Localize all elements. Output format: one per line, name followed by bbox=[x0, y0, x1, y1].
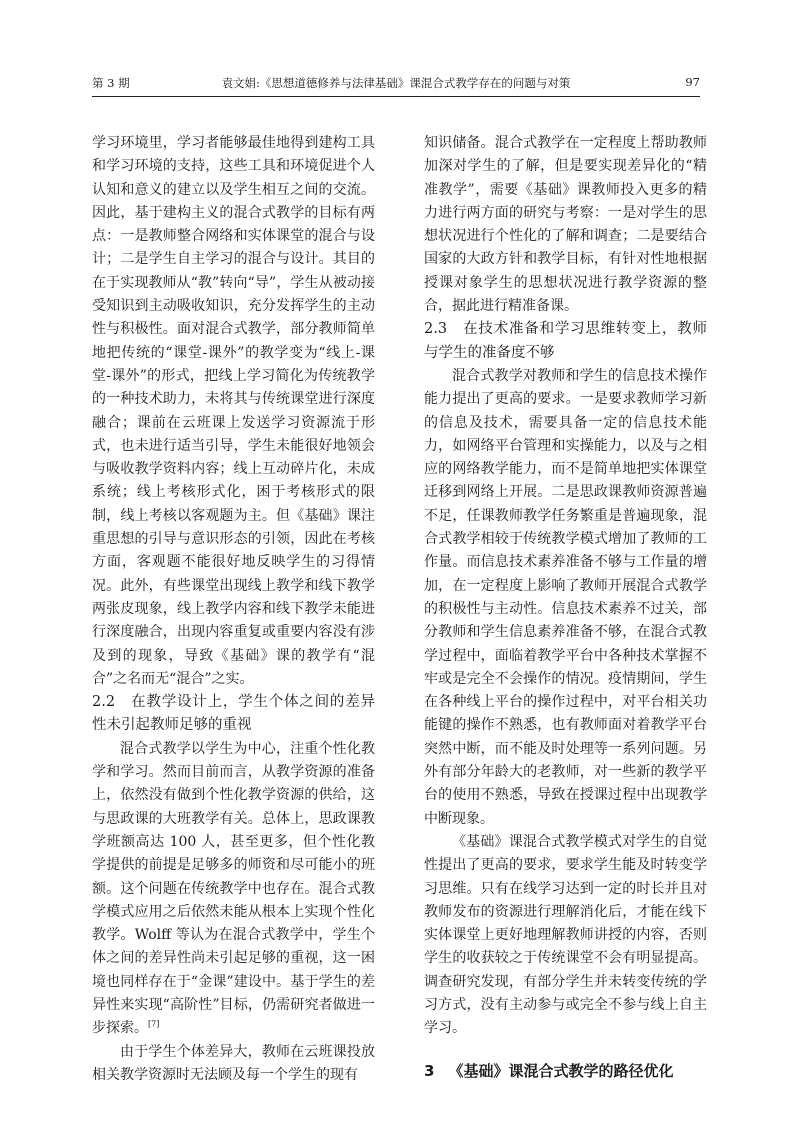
issue-number: 第 3 期 bbox=[92, 76, 130, 90]
section-heading-3 bbox=[424, 1059, 707, 1083]
section-heading-2-2: 2.2 在教学设计上，学生个体之间的差异性未引起教师足够的重视 bbox=[92, 694, 375, 734]
running-header bbox=[92, 75, 700, 95]
running-title: 袁文娟:《思想道德修养与法律基础》课混合式教学存在的问题与对策 bbox=[221, 76, 571, 90]
paragraph-continued: 学习环境里，学习者能够最佳地得到建构工具和学习环境的支持，这些工具和环境促进个人认知和意义的建立以及学生相互之间的交流。因此，基于建构主义的混合式教学的目标有两点：一是教师整合网络和实体课堂的混合与设计；二是学生自主学习的混合与设计。其目的在于实现教师从“教”转向“导”，学生从被动接受知识到主动吸收知识，充分发挥学生的主动性与积极性。面对混合式教学，部分教师简单地把传统的“课堂-课外”的教学变为“线上-课堂-课外”的形式，把线上学习简化为传统教学的一种技术助力，未将其与传统课堂进行深度融合；课前在云班课上发送学习资源流于形式，也未进行适当引导，学生未能很好地领会与吸收教学资料内容；线上互动碎片化，未成系统；线上考核形式化，困于考核形式的限制，线上考核以客观题为主。但《基础》课注重思想的引导与意识形态的引领，因此在考核方面，客观题不能很好地反映学生的习得情况。此外，有些课堂出现线上教学和线下教学两张皮现象，线上教学内容和线下教学未能进行深度融合，出现内容重复或重要内容没有涉及到的现象，导致《基础》课的教学有“混合”之名而无“混合”之实。 bbox=[92, 135, 375, 687]
paragraph: 《基础》课混合式教学模式对学生的自觉性提出了更高的要求，要求学生能及时转变学习思维。只有在线学习达到一定的时长并且对教师发布的资源进行理解消化后，才能在线下实体课堂上更好地理解教师讲授的内容，否则学生的收获较之于传统课堂不会有明显提高。调查研究发现，有部分学生并未转变传统的学习方式，没有主动参与或完全不参与线上自主学习。 bbox=[424, 833, 707, 1037]
paragraph-continued: 知识储备。混合式教学在一定程度上帮助教师加深对学生的了解，但是要实现差异化的“精准教学”，需要《基础》课教师投入更多的精力进行两方面的研究与考察：一是对学生的思想状况进行个性化的了解和调查；二是要结合国家的大政方针和教学目标，有针对性地根据授课对象学生的思想状况进行教学资源的整合，据此进行精准备课。 bbox=[424, 135, 707, 315]
paragraph-text: 混合式教学以学生为中心，注重个性化教学和学习。然而目前而言，从教学资源的准备上，依然没有做到个性化教学资源的供给，这与思政课的大班教学有关。总体上，思政课教学班额高达 100 人，甚至更多，但个性化教学提供的前提是足够多的师资和尽可能小的班额。这个问题在传统教学中也存在。混合式教学模式应用之后依然未能从根本上实现个性化教学。Wolff 等认为在混合式教学中，学生个体之间的差异性尚未引起足够的重视，这一困境也同样存在于“金课”建设中。基于学生的差异性来实现“高阶性”目标，仍需研究者做进一步探索。 bbox=[92, 740, 375, 1037]
paragraph bbox=[92, 738, 375, 1041]
citation-ref: [7] bbox=[148, 1019, 160, 1029]
right-column bbox=[424, 132, 707, 1083]
section-title: 《基础》课混合式教学的路径优化 bbox=[448, 1061, 674, 1080]
section-heading-2-3: 2.3 在技术准备和学习思维转变上，教师与学生的准备度不够 bbox=[424, 321, 707, 361]
left-column bbox=[92, 132, 375, 1087]
header-rule bbox=[92, 96, 700, 97]
paragraph: 由于学生个体差异大，教师在云班课投放相关教学资源时无法顾及每一个学生的现有 bbox=[92, 1043, 375, 1083]
paragraph: 混合式教学对教师和学生的信息技术操作能力提出了更高的要求。一是要求教师学习新的信息及技术，需要具备一定的信息技术能力，如网络平台管理和实操能力，以及与之相应的网络教学能力，而不是简单地把实体课堂迁移到网络上开展。二是思政课教师资源普遍不足，任课教师教学任务繁重是普遍现象，混合式教学相较于传统教学模式增加了教师的工作量。而信息技术素养准备不够与工作量的增加，在一定程度上影响了教师开展混合式教学的积极性与主动性。信息技术素养不过关，部分教师和学生信息素养准备不够，在混合式教学过程中，面临着教学平台中各种技术掌握不牢或是完全不会操作的情况。疫情期间，学生在各种线上平台的操作过程中，对平台相关功能键的操作不熟悉，也有教师面对着教学平台突然中断，而不能及时处理等一系列问题。另外有部分年龄大的老教师，对一些新的教学平台的使用不熟悉，导致在授课过程中出现教学中断现象。 bbox=[424, 367, 707, 827]
section-number: 3 bbox=[424, 1061, 435, 1080]
page-number: 97 bbox=[685, 75, 700, 89]
